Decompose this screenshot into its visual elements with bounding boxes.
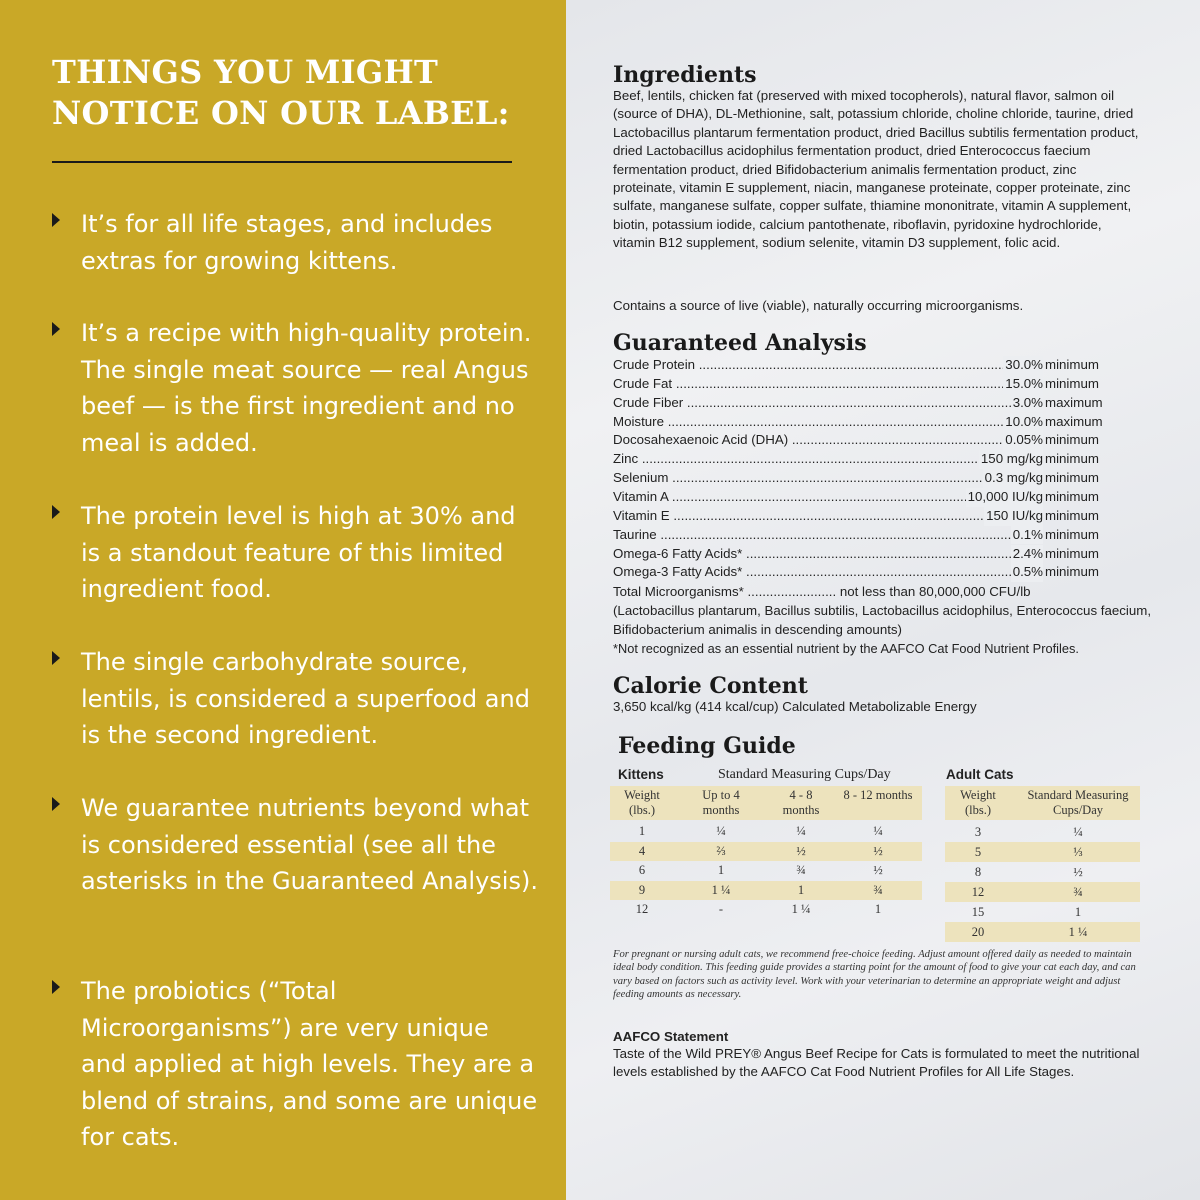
table-header-cell: 4 - 8 months [782,788,820,817]
table-header-cell: Standard Measuring Cups/Day [1027,788,1129,817]
table-cell: ¼ [873,824,883,838]
analysis-label: Vitamin A ..... [613,488,1031,507]
table-cell: ¼ [716,824,726,838]
analysis-label: Docosahexaenoic Acid (DHA) ..... [613,431,1031,450]
analysis-label: Total Microorganisms* [613,584,744,599]
analysis-value: 3.0% [1011,394,1043,413]
analysis-label: Moisture ..... [613,413,1031,432]
table-cell: ¾ [873,882,883,897]
analysis-qualifier: maximum [1045,413,1103,429]
ingredients-heading: Ingredients [613,62,757,88]
table-cell: 12 [635,902,649,916]
table-cell: ½ [1073,865,1083,879]
analysis-row [613,469,1113,488]
table-cell: 1 [638,824,646,838]
aafco-heading: AAFCO Statement [613,1029,729,1044]
analysis-label: Omega-3 Fatty Acids* ..... [613,563,1031,582]
table-cell: ⅓ [1073,845,1083,859]
table-cell: 12 [971,885,985,899]
analysis-qualifier: minimum [1045,526,1099,542]
feeding-note: For pregnant or nursing adult cats, we recommend free-choice feeding. Adjust amount offered daily as needed to maintain ideal body condition. This feeding guide provides a starting point for the amount of food to give your cat each day, and can vary based on factors such as activity level. Work with your veterinarian to determine an appropriate weight and adjust feeding amounts as necessary. [613,949,1136,1001]
table-cell: 1 ¼ [711,882,731,897]
bullet-text: The single carbohydrate source, lentils, is considered a superfood and is the second ingredient. [81,648,530,749]
analysis-value: 0.3 mg/kg [983,469,1043,488]
table-cell: 5 [974,845,982,859]
analysis-row [613,394,1113,413]
table-header-cell: 8 - 12 months [843,788,913,802]
table-cell: 15 [971,905,985,919]
calorie-heading: Calorie Content [613,673,808,699]
analysis-row [613,526,1113,545]
bullet-text: The probiotics (“Total Microorganisms”) are very unique and applied at high levels. They are a blend of strains, and some are unique for cats. [81,977,538,1151]
left-title: THINGS YOU MIGHT NOTICE ON OUR LABEL: [52,53,510,132]
table-cell: 1 ¼ [791,902,811,916]
kittens-subtitle: Standard Measuring Cups/Day [718,767,891,782]
title-divider [52,161,512,163]
table-cell: 6 [638,863,646,877]
table-cell: 4 [638,843,646,858]
analysis-value: 10,000 IU/kg [966,488,1043,507]
analysis-row-microorganisms [613,583,1153,602]
analysis-value: 150 IU/kg [984,507,1043,526]
analysis-qualifier: minimum [1045,375,1099,391]
calorie-text: 3,650 kcal/kg (414 kcal/cup) Calculated Metabolizable Energy [613,699,977,714]
ingredients-list: Beef, lentils, chicken fat (preserved with mixed tocopherols), natural flavor, salmon oil (source of DHA), DL-Methionine, salt, potassium chloride, choline chloride, taurine, dried Lactobacillus plantarum fermentation product, dried Bacillus subtilis fermentation product, dried Lactobacillus acidophilus fermentation product, dried Enterococcus faecium fermentation product, dried Bifidobacterium animalis fermentation product, zinc proteinate, vitamin E supplement, niacin, manganese proteinate, copper proteinate, zinc sulfate, manganese sulfate, copper sulfate, thiamine mononitrate, vitamin A supplement, biotin, potassium iodide, calcium pantothenate, riboflavin, pyridoxine hydrochloride, vitamin B12 supplement, sodium selenite, vitamin D3 supplement, folic acid. [613,88,1139,251]
analysis-heading: Guaranteed Analysis [613,330,867,356]
analysis-label: Vitamin E ..... [613,507,1031,526]
analysis-qualifier: minimum [1045,488,1099,504]
analysis-label: Zinc ..... [613,450,1031,469]
table-cell: 1 [797,882,805,897]
feeding-heading: Feeding Guide [618,733,796,759]
analysis-row [613,488,1113,507]
table-cell: 1 [874,902,882,916]
bullet-text: The protein level is high at 30% and is a standout feature of this limited ingredient food. [81,502,516,603]
kitten-feeding-table [610,786,922,921]
analysis-qualifier: minimum [1045,470,1099,486]
triangle-bullet-icon [52,505,60,519]
triangle-bullet-icon [52,651,60,665]
analysis-row [613,356,1113,375]
adult-cats-title: Adult Cats [946,767,1014,782]
table-cell: 20 [971,925,985,939]
analysis-label: Omega-6 Fatty Acids* ..... [613,545,1031,564]
analysis-value: 0.1% [1011,526,1043,545]
aafco-text: Taste of the Wild PREY® Angus Beef Recipe for Cats is formulated to meet the nutritional levels established by the AAFCO Cat Food Nutrient Profiles for All Life Stages. [613,1046,1140,1080]
triangle-bullet-icon [52,322,60,336]
analysis-label: Crude Fiber ..... [613,394,1031,413]
analysis-qualifier: maximum [1045,394,1103,410]
triangle-bullet-icon [52,797,60,811]
table-cell: ½ [873,863,883,877]
analysis-value: 15.0% [1003,375,1043,394]
table-cell: 1 [1074,905,1082,919]
analysis-row [613,431,1113,450]
bullet-text: It’s a recipe with high-quality protein. The single meat source — real Angus beef — is the first ingredient and no meal is added. [81,319,532,457]
analysis-value: 0.05% [1003,431,1043,450]
bullet-text: It’s for all life stages, and includes extras for growing kittens. [81,210,493,275]
analysis-qualifier: minimum [1045,432,1099,448]
analysis-value: 2.4% [1011,545,1043,564]
analysis-qualifier: minimum [1045,357,1099,372]
analysis-footnote: *Not recognized as an essential nutrient by the AAFCO Cat Food Nutrient Profiles. [613,641,1079,656]
table-cell: ¼ [1073,825,1083,839]
analysis-row [613,450,1113,469]
analysis-value: 0.5% [1011,563,1043,582]
analysis-value: 30.0% [1003,356,1043,375]
table-cell: ¼ [796,824,806,838]
analysis-label: Crude Fat ..... [613,375,1031,394]
analysis-value: 10.0% [1003,413,1043,432]
analysis-label: Selenium ..... [613,469,1031,488]
analysis-row [613,413,1113,432]
analysis-row [613,545,1113,564]
bullet-text: We guarantee nutrients beyond what is considered essential (see all the asterisks in the Guaranteed Analysis). [81,794,538,895]
table-header-cell: Weight (lbs.) [960,788,996,817]
table-cell: ¾ [796,863,806,877]
table-cell: ½ [873,843,883,858]
table-header-cell: Weight (lbs.) [624,788,660,817]
analysis-label: Crude Protein ..... [613,356,1031,375]
table-cell: ⅔ [716,843,726,858]
analysis-row [613,507,1113,526]
analysis-dots: ........................ [743,584,840,599]
triangle-bullet-icon [52,213,60,227]
kittens-title: Kittens [618,767,664,782]
adult-feeding-table [945,786,1140,941]
microorganism-note: Contains a source of live (viable), naturally occurring microorganisms. [613,298,1024,313]
analysis-value: not less than 80,000,000 CFU/lb [839,584,1031,599]
table-header-cell: Up to 4 months [702,788,740,817]
analysis-value: 150 mg/kg [979,450,1043,469]
table-cell: 9 [638,882,646,897]
analysis-label: Taurine ..... [613,526,1031,545]
table-cell: - [718,902,724,916]
analysis-qualifier: minimum [1045,507,1099,523]
microorganism-strains: (Lactobacillus plantarum, Bacillus subtilis, Lactobacillus acidophilus, Enterococcus faecium, Bifidobacterium animalis in descending amounts) [613,603,1152,637]
table-cell: 1 ¼ [1068,925,1088,939]
table-cell: 8 [974,865,982,879]
table-cell: ½ [796,843,806,858]
table-cell: 3 [974,825,982,839]
analysis-row [613,563,1113,582]
table-cell: 1 [717,863,725,877]
analysis-qualifier: minimum [1045,564,1099,580]
analysis-row [613,375,1113,394]
analysis-qualifier: minimum [1045,451,1099,467]
triangle-bullet-icon [52,980,60,994]
analysis-qualifier: minimum [1045,545,1099,561]
table-cell: ¾ [1073,885,1083,899]
